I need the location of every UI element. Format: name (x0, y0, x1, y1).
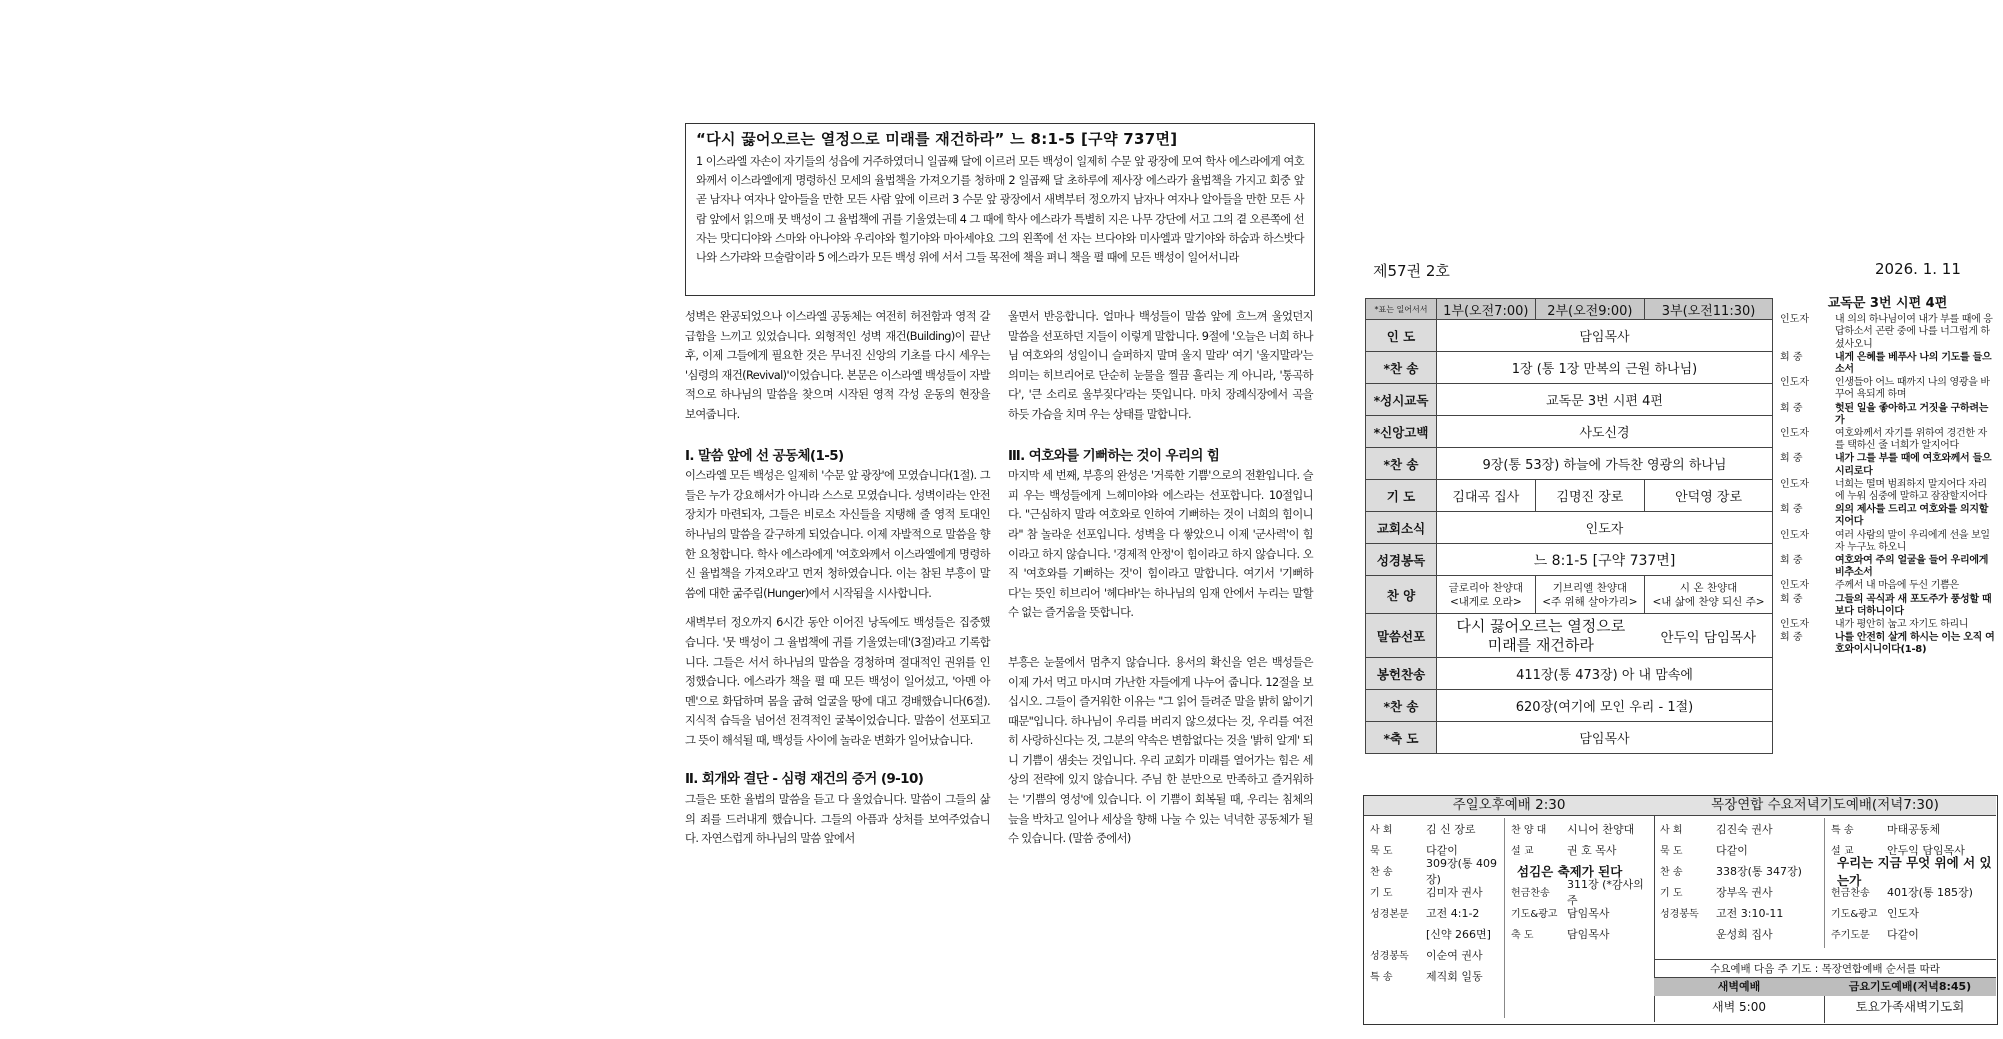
dawn-time: 새벽 5:00 (1712, 1000, 1766, 1014)
friday-service (1824, 977, 1996, 1023)
responsive-line (1780, 594, 1995, 618)
speaker-label: 인도자 (1780, 580, 1809, 592)
wednesday-service (1654, 796, 1996, 1022)
item-label: 사 회 (1660, 825, 1683, 836)
speaker-label: 회 중 (1780, 453, 1803, 465)
item-value: 고전 4:1-2 (1426, 906, 1480, 920)
item-value: 섬김은 축제가 된다 (1517, 863, 1623, 879)
item-label: 헌금찬송 (1511, 888, 1550, 899)
row-label: *신앙고백 (1366, 416, 1437, 448)
row-label: 봉헌찬송 (1366, 658, 1437, 690)
service-item (1505, 818, 1655, 839)
reading-text: 여러 사람의 말이 우리에게 선을 보일 자 누구뇨 하오니 (1835, 529, 1990, 553)
item-label: 성경봉독 (1370, 951, 1409, 962)
prayer-1: 김대곡 집사 (1437, 480, 1536, 512)
order-of-worship-table (1365, 298, 1773, 754)
afternoon-service (1364, 796, 1655, 1022)
wednesday-service-title: 목장연합 수요저녁기도예배(저녁7:30) (1654, 796, 1996, 816)
speaker-label: 회 중 (1780, 351, 1803, 363)
item-label: 찬 송 (1660, 867, 1683, 878)
table-row (1366, 512, 1773, 544)
scripture-text: 1 이스라엘 자손이 자기들의 성읍에 거주하였더니 일곱째 달에 이르러 모든 백성이 일제히 수문 앞 광장에 모여 학사 에스라에게 여호와께서 이스라엘에게 명령하신 모세의 율법책을 가져오기를 청하매 2 일곱째 달 초하루에 제사장 에스라가 율법책을 가지고 회중 앞 곧 남자나 여자나 알아들을 만한 모든 사람 앞에 이르러 3 수문 앞 광장에서 새벽부터 정오까지 남자나 여자나 알아들을 만한 모든 사람 앞에서 읽으매 뭇 백성이 그 율법책에 귀를 기울였는데 4 그 때에 학사 에스라가 특별히 지은 나무 강단에 서고 그의 곁 오른쪽에 선 자는 맛디디야와 스마와 아나야와 우리야와 힐기야와 마아세야요 그의 왼쪽에 선 자는 브다야와 미사엘과 말기야와 하숨과 하스밧다나와 스가랴와 므술람이라 5 에스라가 모든 백성 위에 서서 그들 목전에 책을 펴니 책을 펼 때에 모든 백성이 일어서니라 (696, 155, 1304, 265)
paragraph: 부흥은 눈물에서 멈추지 않습니다. 용서의 확신을 얻은 백성들은 이제 가서 먹고 마시며 가난한 자들에게 나누어 줍니다. 12절을 보십시오. 그들이 즐거워한 이유는 "그 읽어 들려준 말을 밝히 앎이기 때문"입니다. 하나님이 우리를 버리지 않으셨다는 것, 우리를 여전히 사랑하신다는 것, 그분의 약속은 변함없다는 것을 '밝히 알게' 되니 기쁨이 샘솟는 것입니다. 우리 교회가 미래를 열어가는 힘은 세상의 전략에 있지 않습니다. 주님 한 분만으로 만족하고 즐거워하는 '기쁨의 영성'에 있습니다. 이 기쁨이 회복될 때, 우리는 침체의 늪을 박차고 일어나 세상을 향해 나눌 수 있는 넉넉한 공동체가 될 수 있습니다. (말씀 중에서) (1008, 655, 1313, 846)
row-label: *축 도 (1366, 722, 1437, 754)
item-value: 시니어 찬양대 (1567, 822, 1635, 836)
table-row (1366, 658, 1773, 690)
responsive-line (1780, 428, 1995, 452)
responsive-line (1780, 504, 1995, 528)
service-item (1654, 860, 1824, 881)
row-value: 교독문 3번 시편 4편 (1437, 384, 1773, 416)
table-row (1366, 614, 1773, 658)
speaker-label: 회 중 (1780, 504, 1803, 516)
prayer-3: 안덕영 장로 (1645, 480, 1773, 512)
row-label: 인 도 (1366, 320, 1437, 352)
scripture-box (685, 123, 1315, 296)
responsive-line (1780, 555, 1995, 579)
section-heading: Ⅱ. 회개와 결단 - 심령 재건의 증거 (9-10) (685, 771, 924, 788)
table-row (1366, 320, 1773, 352)
service-item (1364, 965, 1504, 986)
item-label: 기도&광고 (1831, 909, 1878, 920)
service-item (1505, 923, 1655, 944)
service-item (1364, 856, 1504, 886)
item-value: 309장(통 409장) (1426, 856, 1498, 886)
service-1: 1부(오전7:00) (1437, 299, 1536, 320)
table-row (1366, 448, 1773, 480)
item-value: 김미자 권사 (1426, 885, 1483, 899)
service-item (1364, 944, 1504, 965)
row-label: 성경봉독 (1366, 544, 1437, 576)
row-label: *찬 송 (1366, 352, 1437, 384)
item-value: 다같이 (1716, 843, 1748, 857)
friday-title: 금요기도예배(저녁8:45) (1824, 978, 1996, 996)
service-item (1364, 923, 1504, 944)
item-label: 찬 양 대 (1511, 825, 1547, 836)
afternoon-right (1504, 818, 1655, 1018)
item-label: 주기도문 (1831, 930, 1870, 941)
wednesday-right (1824, 818, 1997, 948)
item-value: 401장(통 185장) (1887, 885, 1973, 899)
service-item (1364, 902, 1504, 923)
row-label: *찬 송 (1366, 690, 1437, 722)
service-item (1654, 902, 1824, 923)
item-label: 특 송 (1831, 825, 1854, 836)
responsive-line (1780, 580, 1995, 592)
item-label: 설 교 (1831, 846, 1854, 857)
row-value: 사도신경 (1437, 416, 1773, 448)
item-label: 묵 도 (1370, 846, 1393, 857)
dawn-title: 새벽예배 (1654, 978, 1824, 996)
speaker-label: 회 중 (1780, 555, 1803, 567)
item-value: 장부옥 권사 (1716, 885, 1773, 899)
speaker-label: 회 중 (1780, 632, 1803, 644)
sermon-title-cell: 다시 끓어오르는 열정으로 미래를 재건하라 (1437, 614, 1645, 658)
responsive-line (1780, 352, 1995, 376)
speaker-label: 인도자 (1780, 619, 1809, 631)
row-value: 9장(통 53장) 하늘에 가득찬 영광의 하나님 (1437, 448, 1773, 480)
item-value: 담임목사 (1567, 927, 1610, 941)
paragraph: 성벽은 완공되었으나 이스라엘 공동체는 여전히 허전함과 영적 갈급함을 느끼고 있었습니다. 외형적인 성벽 재건(Building)이 끝난 후, 이제 그들에게 필요한 것은 무너진 신앙의 기초를 다시 세우는 '심령의 재건(Revival)'이었습니다. 본문은 이스라엘 백성들이 자발적으로 하나님의 말씀을 찾으며 시작된 영적 각성 운동의 현장을 보여줍니다. (685, 310, 990, 421)
item-label: 특 송 (1370, 972, 1393, 983)
reading-text: 여호와께서 자기를 위하여 경건한 자를 택하신 줄 너희가 알지어다 (1835, 428, 1987, 452)
service-item (1364, 881, 1504, 902)
reading-text: 내가 평안히 눕고 자기도 하리니 (1835, 619, 1969, 631)
choir-1: 글로리아 찬양대 <내게로 오라> (1437, 576, 1536, 614)
reading-text: 내가 그를 부를 때에 여호와께서 들으시리로다 (1835, 453, 1992, 477)
section-heading: Ⅰ. 말씀 앞에 선 공동체(1-5) (685, 447, 844, 464)
service-item (1825, 854, 1997, 888)
item-value: 마태공동체 (1887, 822, 1941, 836)
speaker-label: 인도자 (1780, 428, 1809, 440)
item-label: 찬 송 (1370, 867, 1393, 878)
volume-number: 제57권 2호 (1373, 262, 1450, 280)
row-label: *성시교독 (1366, 384, 1437, 416)
reading-text: 그들의 곡식과 새 포도주가 풍성할 때보다 더하니이다 (1835, 593, 1992, 617)
row-value: 1장 (통 1장 만복의 근원 하나님) (1437, 352, 1773, 384)
weekly-services-box (1363, 795, 1998, 1025)
row-label: 찬 양 (1366, 576, 1437, 614)
reading-text: 내게 은혜를 베푸사 나의 기도를 들으소서 (1835, 351, 1992, 376)
service-item (1825, 902, 1997, 923)
wednesday-note: 수요예배 다음 주 기도 : 목장연합예배 순서를 따라 (1654, 959, 1996, 978)
row-value: 담임목사 (1437, 320, 1773, 352)
service-item (1825, 923, 1997, 944)
item-label: 기 도 (1660, 888, 1683, 899)
service-item (1654, 923, 1824, 944)
item-value: 제직회 일동 (1426, 969, 1483, 983)
paragraph: 새벽부터 정오까지 6시간 동안 이어진 낭독에도 백성들은 집중했습니다. '뭇 백성이 그 율법책에 귀를 기울였는데'(3절)라고 기록합니다. 그들은 서서 하나님의 말씀을 경청하며 절대적인 권위를 인정했습니다. 에스라가 책을 펼 때 모든 백성이 일어섰고, '아멘 아멘'으로 화답하며 몸을 굽혀 얼굴을 땅에 대고 경배했습니다(6절). 지식적 습득을 넘어선 전격적인 굴복이었습니다. 말씀이 선포되고 그 뜻이 해석될 때, 백성들 사이에 놀라운 변화가 일어났습니다. (685, 616, 990, 747)
row-label: 기 도 (1366, 480, 1437, 512)
item-value: 이순여 권사 (1426, 948, 1483, 962)
sermon-column-2 (1008, 307, 1313, 849)
item-label: 헌금찬송 (1831, 888, 1870, 899)
reading-text: 인생들아 어느 때까지 나의 영광을 바꾸어 욕되게 하며 (1835, 377, 1990, 401)
row-label: *찬 송 (1366, 448, 1437, 480)
speaker-label: 인도자 (1780, 377, 1809, 389)
item-value: 운성희 집사 (1716, 927, 1773, 941)
standing-note: *표는 일어서서 (1366, 299, 1437, 320)
service-item (1505, 877, 1655, 907)
sermon-column-1 (685, 307, 990, 849)
paragraph: 이스라엘 모든 백성은 일제히 '수문 앞 광장'에 모였습니다(1절). 그들은 누가 강요해서가 아니라 스스로 모였습니다. 성벽이라는 안전장치가 마련되자, 그들은 비로소 자신들을 지탱해 줄 영적 토대인 하나님의 말씀을 갈구하게 되었습니다. 이제 자발적으로 말씀을 향한 요청합니다. 학사 에스라에게 '여호와께서 이스라엘에게 명령하신 율법책을 가져오라'고 먼저 청하였습니다. 이는 참된 부흥이 말씀에 대한 굶주림(Hunger)에서 시작됨을 시사합니다. (685, 469, 990, 600)
row-value: 620장(여기에 모인 우리 - 1절) (1437, 690, 1773, 722)
item-label: 성경본문 (1370, 909, 1409, 920)
speaker-label: 회 중 (1780, 593, 1803, 605)
service-2: 2부(오전9:00) (1535, 299, 1645, 320)
item-value: 다같이 (1887, 927, 1919, 941)
responsive-lines (1780, 314, 1995, 656)
afternoon-service-title: 주일오후예배 2:30 (1364, 796, 1654, 816)
item-value: 김 신 장로 (1426, 822, 1476, 836)
item-label: 기도&광고 (1511, 909, 1558, 920)
paragraph: 그들은 또한 율법의 말씀을 듣고 다 울었습니다. 말씀이 그들의 삶의 죄를 드러내게 했습니다. 그들의 아픔과 상처를 보여주었습니다. 자연스럽게 하나님의 말씀 앞에서 (685, 793, 990, 846)
item-value: 311장 (*감사의 주 (1567, 877, 1644, 907)
service-3: 3부(오전11:30) (1645, 299, 1773, 320)
item-label: 묵 도 (1660, 846, 1683, 857)
speaker-label: 인도자 (1780, 314, 1809, 326)
item-label: 축 도 (1511, 930, 1534, 941)
item-value: 담임목사 (1567, 906, 1610, 920)
item-label: 설 교 (1511, 846, 1534, 857)
service-item (1654, 818, 1824, 839)
afternoon-left (1364, 818, 1504, 986)
row-value: 인도자 (1437, 512, 1773, 544)
wednesday-left (1654, 818, 1824, 944)
item-label: 사 회 (1370, 825, 1393, 836)
responsive-line (1780, 479, 1995, 503)
item-label: 성경봉독 (1660, 909, 1699, 920)
choir-2: 기브리엘 찬양대 <주 위해 살아가리> (1535, 576, 1645, 614)
item-value: 김진숙 권사 (1716, 822, 1773, 836)
reading-text: 여호와여 주의 얼굴을 들어 우리에게 비추소서 (1835, 555, 1989, 579)
service-item (1364, 818, 1504, 839)
row-value: 411장(통 473장) 아 내 맘속에 (1437, 658, 1773, 690)
table-row (1366, 576, 1773, 614)
reading-text: 의의 제사를 드리고 여호와를 의지할지어다 (1835, 504, 1989, 528)
table-row (1366, 544, 1773, 576)
item-value: [신약 266면] (1426, 927, 1491, 941)
service-item (1654, 881, 1824, 902)
responsive-line (1780, 619, 1995, 631)
row-value: 담임목사 (1437, 722, 1773, 754)
table-row (1366, 480, 1773, 512)
service-item (1505, 902, 1655, 923)
speaker-label: 인도자 (1780, 529, 1809, 541)
row-label: 교회소식 (1366, 512, 1437, 544)
table-row (1366, 722, 1773, 754)
reading-text: 나를 안전히 살게 하시는 이는 오직 여호와이시니이다(1-8) (1835, 632, 1995, 656)
item-value: 안두익 담임목사 (1887, 843, 1965, 857)
paragraph: 울면서 반응합니다. 얼마나 백성들이 말씀 앞에 흐느껴 울었던지 말씀을 선포하던 지들이 이렇게 말합니다. 9절에 '오늘은 너희 하나님 여호와의 성일이니 슬퍼하지 말며 울지 말라' 여기 '울지말라'는 의미는 히브리어로 단순히 눈물을 찔끔 흘리는 게 아니라, '통곡하다', '큰 소리로 울부짖다'라는 뜻입니다. 마치 장례식장에서 곡을 하듯 가슴을 치며 우는 상태를 말합니다. (1008, 310, 1313, 421)
responsive-reading (1780, 298, 1995, 658)
paragraph: 마지막 세 번째, 부흥의 완성은 '거룩한 기쁨'으로의 전환입니다. 슬피 우는 백성들에게 느헤미야와 에스라는 선포합니다. 10절입니다. "근심하지 말라 여호와로 인하여 기뻐하는 것이 너희의 힘이니라" 참 놀라운 선포입니다. 성벽을 다 쌓았으니 이제 '군사력'이 힘이라고 하지 않습니다. '경제적 안정'이 힘이라고 하지 않습니다. 오직 '여호와를 기뻐하는 것'이 힘이라고 말합니다. 여기서 '기뻐하다'는 뜻인 히브리어 '헤다바'는 하나님의 임재 안에서 누리는 말할 수 없는 즐거움을 뜻합니다. (1008, 469, 1313, 620)
item-value: 다같이 (1426, 843, 1458, 857)
prayer-2: 김명진 장로 (1535, 480, 1645, 512)
item-value: 인도자 (1887, 906, 1919, 920)
responsive-reading-title: 교독문 3번 시편 4편 (1827, 296, 1948, 311)
item-value: 338장(통 347장) (1716, 864, 1802, 878)
table-row (1366, 384, 1773, 416)
service-item (1825, 818, 1997, 839)
row-value: 느 8:1-5 [구약 737면] (1437, 544, 1773, 576)
reading-text: 너희는 떨며 범죄하지 말지어다 자리에 누워 심중에 말하고 잠잠할지어다 (1835, 478, 1987, 503)
responsive-line (1780, 403, 1995, 427)
section-heading: Ⅲ. 여호와를 기뻐하는 것이 우리의 힘 (1008, 447, 1220, 464)
choir-3: 시 온 찬양대 <내 삶에 찬양 되신 주> (1645, 576, 1773, 614)
row-label: 말씀선포 (1366, 614, 1437, 658)
item-label: 기 도 (1370, 888, 1393, 899)
dawn-service (1654, 977, 1825, 1023)
bulletin-date: 2026. 1. 11 (1875, 260, 1961, 278)
table-header-row (1366, 299, 1773, 320)
friday-value: 토요가족새벽기도회 (1855, 999, 1965, 1014)
responsive-line (1780, 632, 1995, 656)
service-item (1825, 881, 1997, 902)
item-value: 고전 3:10-11 (1716, 906, 1784, 920)
responsive-line (1780, 453, 1995, 477)
speaker-label: 회 중 (1780, 402, 1803, 414)
table-row (1366, 352, 1773, 384)
responsive-line (1780, 377, 1995, 401)
item-value: 우리는 지금 무엇 위에 서 있는가 (1837, 854, 1992, 888)
reading-text: 주께서 내 마음에 두신 기쁨은 (1835, 580, 1959, 592)
responsive-line (1780, 314, 1995, 351)
reading-text: 헛된 일을 좋아하고 거짓을 구하려는가 (1835, 402, 1989, 426)
preacher: 안두익 담임목사 (1645, 614, 1773, 658)
speaker-label: 인도자 (1780, 478, 1809, 490)
sermon-title: “다시 끓어오르는 열정으로 미래를 재건하라” 느 8:1-5 [구약 737면] (696, 130, 1178, 148)
item-value: 권 호 목사 (1567, 843, 1617, 857)
table-row (1366, 416, 1773, 448)
service-item (1505, 839, 1655, 860)
reading-text: 내 의의 하나님이여 내가 부를 때에 응답하소서 곤란 중에 나를 너그럽게 하셨사오니 (1835, 314, 1993, 350)
table-row (1366, 690, 1773, 722)
service-item (1654, 839, 1824, 860)
responsive-line (1780, 530, 1995, 554)
